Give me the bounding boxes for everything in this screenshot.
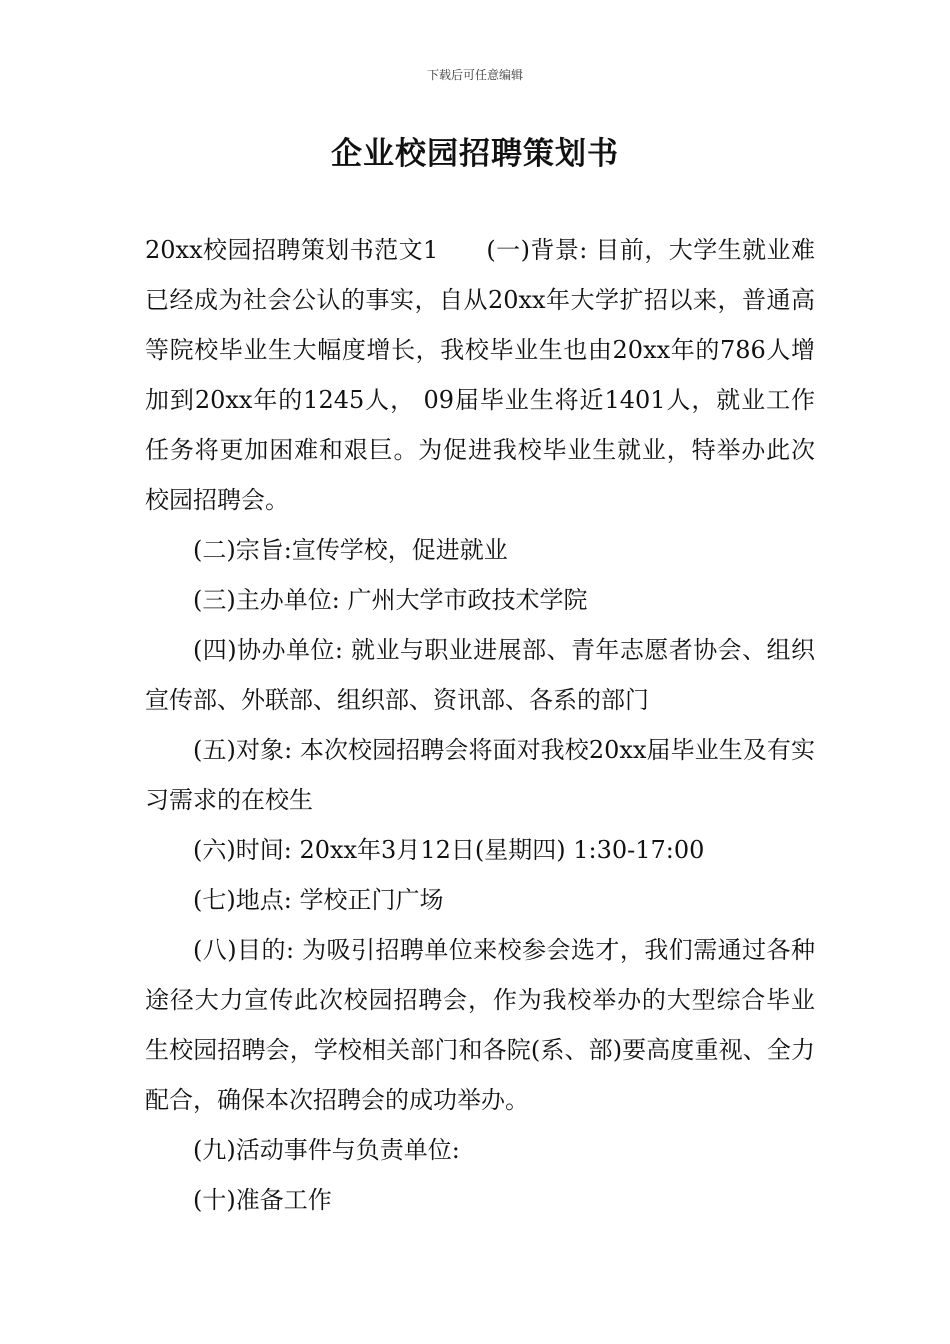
document-title: 企业校园招聘策划书 [331,136,619,172]
paragraph-co-organizers: (四)协办单位: 就业与职业进展部、青年志愿者协会、组织宣传部、外联部、组织部、资讯部、各系的部门 [145,636,815,714]
paragraph-preparation: (十)准备工作 [193,1186,332,1214]
paragraph-time: (六)时间: 20xx年3月12日(星期四) 1:30-17:00 [193,836,705,864]
paragraph-organizer: (三)主办单位: 广州大学市政技术学院 [193,586,588,614]
paragraph-audience: (五)对象: 本次校园招聘会将面对我校20xx届毕业生及有实习需求的在校生 [145,736,815,814]
paragraph-purpose: (二)宗旨:宣传学校，促进就业 [193,536,508,564]
paragraph-objective: (八)目的: 为吸引招聘单位来校参会选才，我们需通过各种途径大力宣传此次校园招聘会，作为我校举办的大型综合毕业生校园招聘会，学校相关部门和各院(系、部)要高度重视、全力配合，确保本次招聘会的成功举办。 [145,936,815,1114]
paragraph-activities: (九)活动事件与负责单位: [193,1136,460,1164]
header-note: 下载后可任意编辑 [426,68,523,82]
intro-text: (一)背景: 目前，大学生就业难已经成为社会公认的事实，自从20xx年大学扩招以来，普通高等院校毕业生大幅度增长，我校毕业生也由20xx年的786人增加到20xx年的1245人， 09届毕业生将近1401人，就业工作任务将更加困难和艰巨。为促进我校毕业生就业，特举办此次校园招聘会。 [145,236,815,514]
document-body [145,225,815,1225]
intro-lead: 20xx校园招聘策划书范文1 [145,236,439,264]
paragraph-location: (七)地点: 学校正门广场 [193,886,444,914]
paragraph-background [145,225,815,525]
